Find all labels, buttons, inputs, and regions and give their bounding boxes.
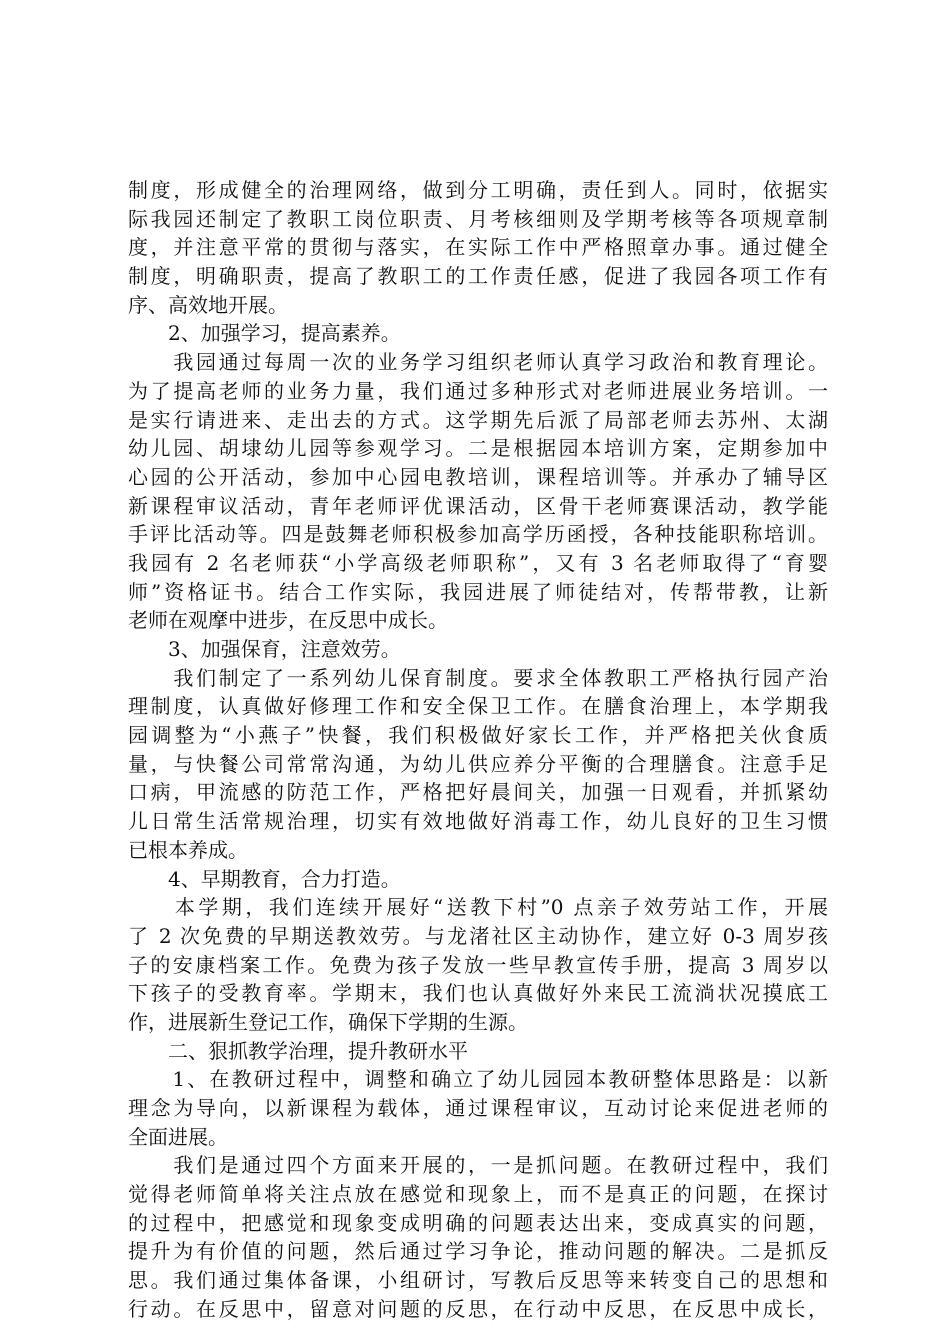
text-line: 是实行请进来、走出去的方式。这学期先后派了局部老师去苏州、太湖: [128, 407, 828, 432]
text-line: 制度，形成健全的治理网络，做到分工明确，责任到人。同时，依据实: [128, 178, 828, 202]
text-line: 我们制定了一系列幼儿保育制度。要求全体教职工严格执行园产治: [128, 665, 828, 690]
text-line: 了 2 次免费的早期送教效劳。与龙渚社区主动协作，建立好 0-3 周岁孩: [128, 923, 828, 948]
text-line: 二、狠抓教学治理，提升教研水平: [128, 1038, 468, 1063]
text-line: 3、加强保育，注意效劳。: [128, 637, 401, 661]
text-line: 为了提高老师的业务力量，我们通过多种形式对老师进展业务培训。一: [128, 378, 828, 403]
text-line: 量，与快餐公司常常沟通，为幼儿供应养分平衡的合理膳食。注意手足: [128, 751, 828, 776]
text-line: 新课程审议活动，青年老师评优课活动，区骨干老师赛课活动，教学能: [128, 493, 828, 518]
text-line: 际我园还制定了教职工岗位职责、月考核细则及学期考核等各项规章制: [128, 206, 828, 231]
text-line: 子的安康档案工作。免费为孩子发放一些早教宣传手册，提高 3 周岁以: [128, 952, 828, 977]
text-line: 思。我们通过集体备课，小组研讨，写教后反思等来转变自己的思想和: [128, 1268, 828, 1293]
text-line: 作，进展新生登记工作，确保下学期的生源。: [128, 1009, 528, 1034]
text-line: 提升为有价值的问题，然后通过学习争论，推动问题的解决。二是抓反: [128, 1239, 828, 1264]
text-line: 口病，甲流感的防范工作，严格把好晨间关，加强一日观看，并抓紧幼: [128, 780, 828, 805]
document-body: [128, 176, 828, 1324]
text-line: 1、在教研过程中，调整和确立了幼儿园园本教研整体思路是：以新: [128, 1067, 828, 1092]
text-line: 幼儿园、胡埭幼儿园等参观学习。二是根据园本培训方案，定期参加中: [128, 436, 828, 461]
text-line: 4、早期教育，合力打造。: [128, 866, 401, 891]
text-line: 我园有 2 名老师获“小学高级老师职称”，又有 3 名老师取得了“育婴: [128, 550, 828, 575]
text-line: 觉得老师简单将关注点放在感觉和现象上，而不是真正的问题，在探讨: [128, 1182, 828, 1207]
text-line: 手评比活动等。四是鼓舞老师积极参加高学历函授，各种技能职称培训。: [128, 522, 828, 547]
text-line: 理念为导向，以新课程为载体，通过课程审议，互动讨论来促进老师的: [128, 1096, 828, 1120]
text-line: 园调整为“小燕子”快餐，我们积极做好家长工作，并严格把关伙食质: [128, 723, 828, 748]
text-line: 制度，明确职责，提高了教职工的工作责任感，促进了我园各项工作有: [128, 264, 828, 289]
text-line: 序、高效地开展。: [128, 292, 288, 317]
text-line: 心园的公开活动，参加中心园电教培训，课程培训等。并承办了辅导区: [128, 464, 828, 489]
text-line: 老师在观摩中进步，在反思中成长。: [128, 608, 448, 633]
text-line: 本学期，我们连续开展好“送教下村”0 点亲子效劳站工作，开展: [128, 895, 828, 920]
text-line: 全面进展。: [128, 1124, 228, 1149]
text-line: 2、加强学习，提高素养。: [128, 321, 401, 346]
text-line: 师”资格证书。结合工作实际，我园进展了师徒结对，传帮带教，让新: [128, 579, 828, 604]
text-line: 度，并注意平常的贯彻与落实，在实际工作中严格照章办事。通过健全: [128, 235, 828, 260]
text-line: 我园通过每周一次的业务学习组织老师认真学习政治和教育理论。: [128, 350, 828, 375]
text-line: 儿日常生活常规治理，切实有效地做好消毒工作，幼儿良好的卫生习惯: [128, 809, 828, 834]
text-line: 已根本养成。: [128, 837, 248, 862]
text-line: 下孩子的受教育率。学期末，我们也认真做好外来民工流淌状况摸底工: [128, 981, 828, 1006]
text-line: 的过程中，把感觉和现象变成明确的问题表达出来，变成真实的问题，: [128, 1210, 828, 1235]
text-line: 理制度，认真做好修理工作和安全保卫工作。在膳食治理上，本学期我: [128, 694, 828, 719]
text-line: 行动。在反思中，留意对问题的反思，在行动中反思，在反思中成长，: [128, 1296, 828, 1321]
text-line: 我们是通过四个方面来开展的，一是抓问题。在教研过程中，我们: [128, 1153, 828, 1178]
